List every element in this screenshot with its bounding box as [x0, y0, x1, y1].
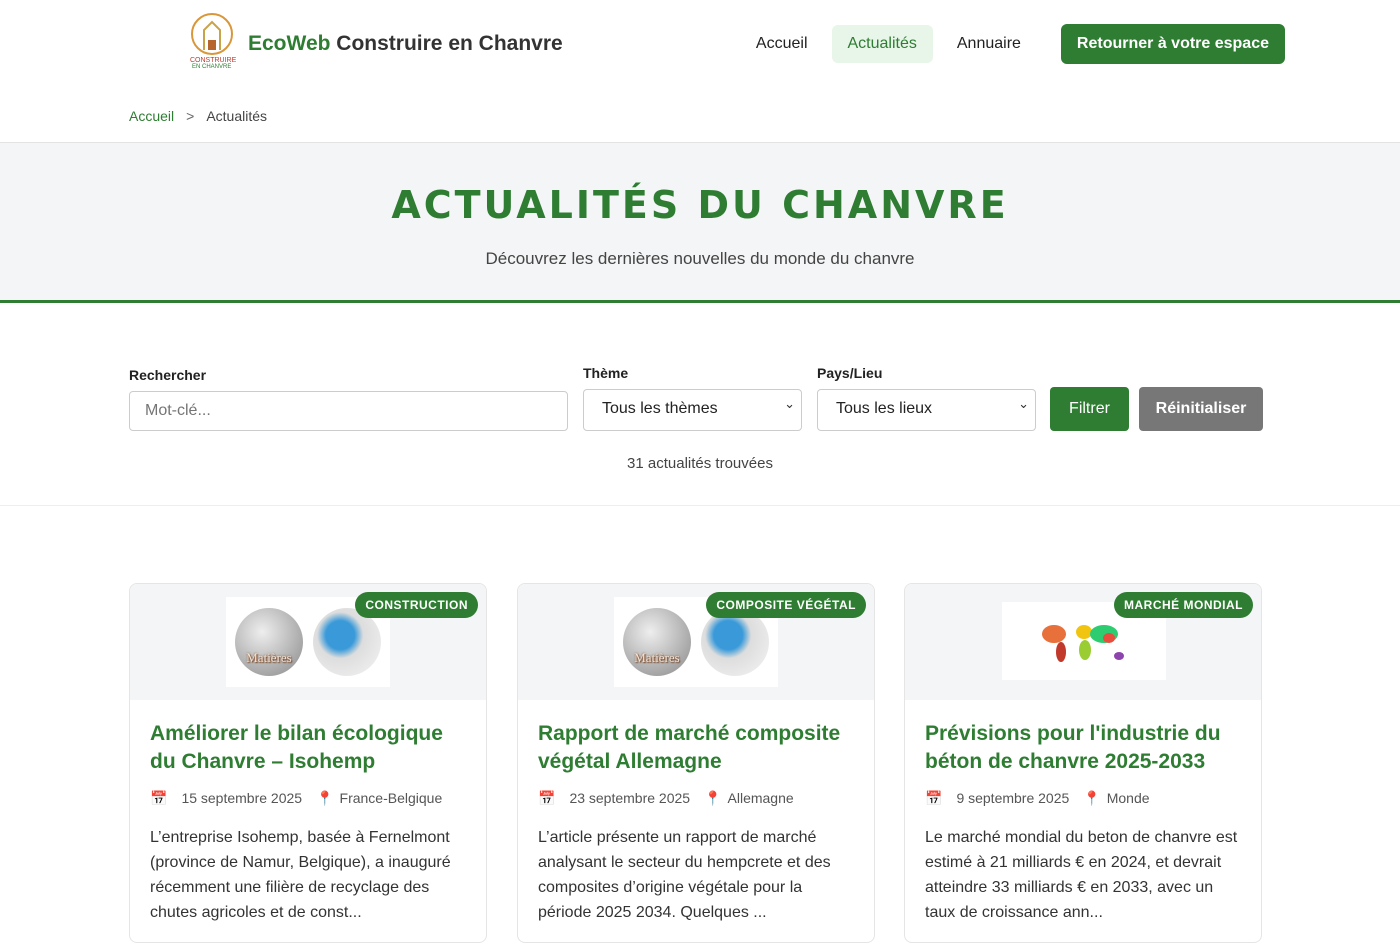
image-text: Matières [246, 650, 292, 665]
pin-icon: 📍 [316, 790, 334, 806]
search-label: Rechercher [129, 367, 207, 383]
logo-icon[interactable] [188, 12, 236, 68]
breadcrumb-current: Actualités [206, 108, 268, 124]
card-title[interactable]: Prévisions pour l'industrie du béton de chanvre 2025-2033 [925, 722, 1221, 773]
pin-icon: 📍 [1083, 790, 1101, 806]
card-title[interactable]: Rapport de marché composite végétal Allemagne [538, 722, 841, 773]
calendar-icon: 📅 [925, 790, 943, 806]
card-date: 15 septembre 2025 [181, 790, 303, 806]
card-date: 23 septembre 2025 [569, 790, 691, 806]
category-badge: COMPOSITE VÉGÉTAL [706, 592, 866, 618]
calendar-icon: 📅 [150, 790, 168, 806]
page-subtitle: Découvrez les dernières nouvelles du monde du chanvre [485, 249, 915, 268]
category-badge: MARCHÉ MONDIAL [1114, 592, 1253, 618]
breadcrumb-separator: > [186, 108, 195, 124]
header [0, 0, 1400, 124]
nav-annuaire[interactable]: Annuaire [956, 35, 1021, 52]
main-nav [732, 24, 1285, 64]
svg-text:CONSTRUIRE: CONSTRUIRE [190, 57, 236, 64]
search-input[interactable] [129, 391, 568, 431]
news-card[interactable] [129, 583, 487, 943]
card-title[interactable]: Améliorer le bilan écologique du Chanvre – Isohemp [150, 722, 443, 773]
card-excerpt: L’entreprise Isohemp, basée à Fernelmont (province de Namur, Belgique), a inauguré récemment une filière de recyclage des chutes agricoles et de const... [150, 829, 451, 921]
theme-select[interactable]: Tous les thèmes ⌄ [583, 389, 802, 431]
result-count: 31 actualités trouvées [627, 455, 773, 472]
filter-bar [0, 303, 1400, 506]
hero [0, 142, 1400, 303]
theme-label: Thème [583, 365, 629, 381]
card-date: 9 septembre 2025 [956, 790, 1070, 806]
globe-ball [313, 608, 381, 676]
breadcrumb [129, 108, 267, 124]
card-excerpt: Le marché mondial du beton de chanvre est estimé à 21 milliards € en 2024, et devrait atteindre 33 milliards € en 2033, avec un taux de croissance ann... [925, 829, 1238, 921]
reset-button[interactable]: Réinitialiser [1139, 387, 1263, 431]
brand-title[interactable]: EcoWeb Construire en Chanvre [248, 32, 563, 55]
card-place: Monde [1106, 790, 1150, 806]
card-place: Allemagne [727, 790, 794, 806]
return-space-button[interactable]: Retourner à votre espace [1061, 24, 1285, 64]
page-title: ACTUALITÉS DU CHANVRE [391, 183, 1009, 227]
card-place: France-Belgique [339, 790, 443, 806]
svg-text:EN CHANVRE: EN CHANVRE [192, 64, 232, 68]
category-badge: CONSTRUCTION [355, 592, 478, 618]
materials-ball [235, 608, 303, 676]
materials-ball [623, 608, 691, 676]
place-select[interactable]: Tous les lieux ⌄ [817, 389, 1036, 431]
news-card[interactable] [517, 583, 875, 943]
nav-accueil[interactable]: Accueil [755, 35, 808, 52]
image-text: Matières [634, 650, 680, 665]
nav-actualites[interactable]: Actualités [832, 25, 933, 63]
filter-button[interactable]: Filtrer [1050, 387, 1129, 431]
place-label: Pays/Lieu [817, 365, 883, 381]
pin-icon: 📍 [704, 790, 722, 806]
breadcrumb-home[interactable]: Accueil [129, 108, 175, 124]
news-card[interactable] [904, 583, 1262, 943]
calendar-icon: 📅 [538, 790, 556, 806]
card-excerpt: L’article présente un rapport de marché analysant le secteur du hempcrete et des composites d’origine végétale pour la période 2025 2034. Quelques ... [538, 829, 831, 921]
globe-ball [701, 608, 769, 676]
